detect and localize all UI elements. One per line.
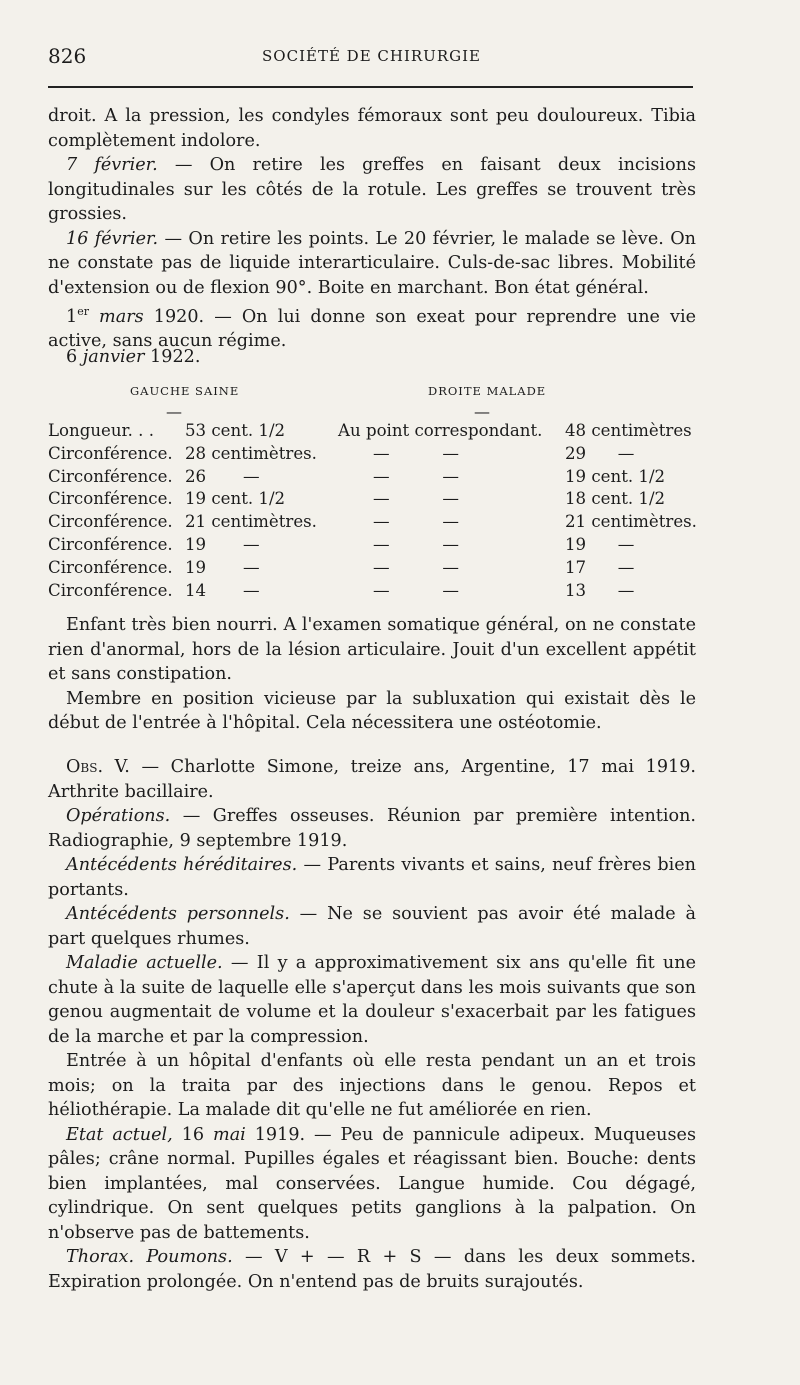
date-day: 16 bbox=[172, 1124, 205, 1145]
right-value: 48 centimètres bbox=[565, 421, 692, 440]
table-row bbox=[48, 534, 700, 557]
left-value: 28 centimètres. bbox=[185, 443, 317, 463]
heading-right: DROITE MALADE bbox=[428, 384, 547, 398]
paragraph bbox=[48, 1123, 696, 1246]
section-label: Antécédents personnels. bbox=[66, 904, 290, 924]
paragraph bbox=[48, 902, 696, 951]
paragraph bbox=[48, 1049, 696, 1123]
row-label: Circonférence. bbox=[48, 512, 173, 532]
row-label: Circonférence. bbox=[48, 557, 173, 577]
right-value: 17 — bbox=[565, 557, 635, 577]
paragraph-text: — Charlotte Simone, treize ans, Argentine, 17 mai 1919. Arthrite bacillaire. bbox=[48, 757, 696, 802]
paragraph bbox=[48, 1245, 696, 1294]
left-value: 53 cent. 1/2 bbox=[185, 421, 286, 440]
paragraph-text: Entrée à un hôpital d'enfants où elle resta pendant un an et trois mois; on la traita par des injections dans le genou. Repos et héliothérapie. La malade dit qu'elle ne fut améliorée en rien. bbox=[48, 1051, 696, 1120]
right-value: 18 cent. 1/2 bbox=[565, 489, 666, 509]
middle-value: — — bbox=[373, 489, 459, 509]
paragraph-text: droit. A la pression, les condyles fémoraux sont peu douloureux. Tibia complètement indolore. bbox=[48, 106, 696, 151]
paragraph-text: — Parents vivants et sains, neuf frères bien portants. bbox=[48, 855, 697, 900]
table-row bbox=[48, 488, 700, 511]
section-label: Thorax. Poumons. bbox=[66, 1247, 233, 1267]
section-label: Antécédents héréditaires. bbox=[66, 855, 298, 875]
paragraph-text: — Il y a approximativement six ans qu'elle fit une chute à la suite de laquelle elle s'aperçut dans les mois suivants que son genou augmentait de volume et la douleur s'exacerbait par les fatigues de la marche et par la compression. bbox=[48, 953, 696, 1047]
table-row bbox=[48, 443, 700, 466]
paragraph bbox=[48, 153, 696, 227]
paragraph bbox=[48, 951, 696, 1049]
paragraph-text: — V + — R + S — dans les deux sommets. Expiration prolongée. On n'entend pas de bruits surajoutés. bbox=[48, 1247, 696, 1292]
entry-date: mars bbox=[88, 306, 144, 327]
row-label: Circonférence. bbox=[48, 443, 173, 463]
right-value: 29 — bbox=[565, 443, 635, 463]
page-header bbox=[48, 44, 695, 74]
paragraph-text: Enfant très bien nourri. A l'examen somatique général, on ne constate rien d'anormal, hors de la lésion articulaire. Jouit d'un excellent appétit et sans constipation. bbox=[48, 615, 696, 684]
paragraph-text: — On retire les points. Le 20 février, le malade se lève. On ne constate pas de liquide interarticulaire. Culs-de-sac libres. Mobilité d'extension ou de flexion 90°. Boite en marchant. Bon état général. bbox=[48, 228, 696, 298]
table-row bbox=[48, 466, 700, 489]
left-value: 19 — bbox=[185, 557, 260, 577]
paragraph-text: 1919. — Peu de pannicule adipeux. Muqueuses pâles; crâne normal. Pupilles égales et réagissant bien. Bouche: dents bien implantées, mal conservées. Langue humide. Cou dégagé, cylindrique. On sent quelques petits ganglions à la palpation. On n'observe pas de battements. bbox=[48, 1124, 696, 1243]
row-label: Circonférence. bbox=[48, 580, 173, 600]
row-label: Circonférence. bbox=[48, 534, 173, 554]
running-title: SOCIÉTÉ DE CHIRURGIE bbox=[262, 47, 481, 65]
paragraph-text: — On retire les greffes en faisant deux incisions longitudinales sur les côtés de la rotule. Les greffes se trouvent très grossies. bbox=[48, 155, 696, 224]
middle-value: — — bbox=[373, 512, 459, 532]
middle-value: — — bbox=[373, 443, 459, 463]
paragraph bbox=[48, 755, 696, 804]
paragraph bbox=[48, 687, 696, 736]
entry-date: 1 bbox=[66, 306, 78, 327]
paragraph bbox=[48, 227, 696, 301]
paragraph bbox=[48, 853, 696, 902]
text-block-3 bbox=[48, 755, 696, 1294]
paragraph bbox=[48, 104, 696, 153]
ordinal-suffix: er bbox=[77, 305, 89, 318]
heading-right-dash: — bbox=[474, 402, 490, 421]
row-label: Circonférence. bbox=[48, 489, 173, 509]
left-value: 26 — bbox=[185, 466, 260, 486]
right-value: 13 — bbox=[565, 580, 635, 600]
row-label: Circonférence. bbox=[48, 466, 173, 486]
table-row bbox=[48, 580, 700, 603]
paragraph-text: — Greffes osseuses. Réunion par première intention. Radiographie, 9 septembre 1919. bbox=[48, 806, 696, 851]
left-value: 14 — bbox=[185, 580, 260, 600]
section-label: Opérations. bbox=[66, 806, 171, 826]
paragraph-text: 1920. — On lui donne son exeat pour reprendre une vie active, sans aucun régime. bbox=[48, 306, 696, 352]
middle-value: — — bbox=[373, 557, 459, 577]
date-line bbox=[48, 345, 696, 370]
date-year: 1922. bbox=[144, 347, 201, 367]
observation-label: Obs. V. bbox=[66, 757, 130, 777]
table-row bbox=[48, 557, 700, 580]
header-rule bbox=[48, 86, 693, 88]
heading-left-dash: — bbox=[166, 402, 182, 421]
middle-value: — — bbox=[373, 534, 459, 554]
page-number: 826 bbox=[48, 44, 87, 68]
entry-date: 7 février. bbox=[66, 155, 158, 175]
table-row bbox=[48, 511, 700, 534]
middle-value: Au point correspondant. bbox=[338, 421, 543, 440]
section-label: Maladie actuelle. bbox=[66, 953, 223, 973]
row-label: Longueur. . . bbox=[48, 421, 154, 440]
paragraph bbox=[48, 804, 696, 853]
text-block-1 bbox=[48, 104, 696, 354]
middle-value: — — bbox=[373, 580, 459, 600]
left-value: 19 cent. 1/2 bbox=[185, 489, 286, 509]
heading-left: GAUCHE SAINE bbox=[130, 384, 240, 398]
left-value: 21 centimètres. bbox=[185, 512, 317, 532]
entry-date: 16 février. bbox=[66, 228, 159, 249]
paragraph bbox=[48, 613, 696, 687]
right-value: 21 centimètres. bbox=[565, 512, 697, 532]
right-value: 19 — bbox=[565, 534, 635, 554]
right-value: 19 cent. 1/2 bbox=[565, 466, 666, 486]
middle-value: — — bbox=[373, 466, 459, 486]
left-value: 19 — bbox=[185, 534, 260, 554]
measurement-table bbox=[48, 420, 700, 602]
section-label: Etat actuel, bbox=[66, 1124, 173, 1145]
paragraph-text: — Ne se souvient pas avoir été malade à part quelques rhumes. bbox=[48, 904, 696, 949]
date-month: mai bbox=[204, 1124, 246, 1145]
date-month: janvier bbox=[77, 347, 145, 367]
paragraph-text: Membre en position vicieuse par la subluxation qui existait dès le début de l'entrée à l'hôpital. Cela nécessitera une ostéotomie. bbox=[48, 688, 696, 733]
table-row bbox=[48, 420, 700, 443]
date-day: 6 bbox=[66, 347, 78, 367]
text-block-2 bbox=[48, 613, 696, 736]
